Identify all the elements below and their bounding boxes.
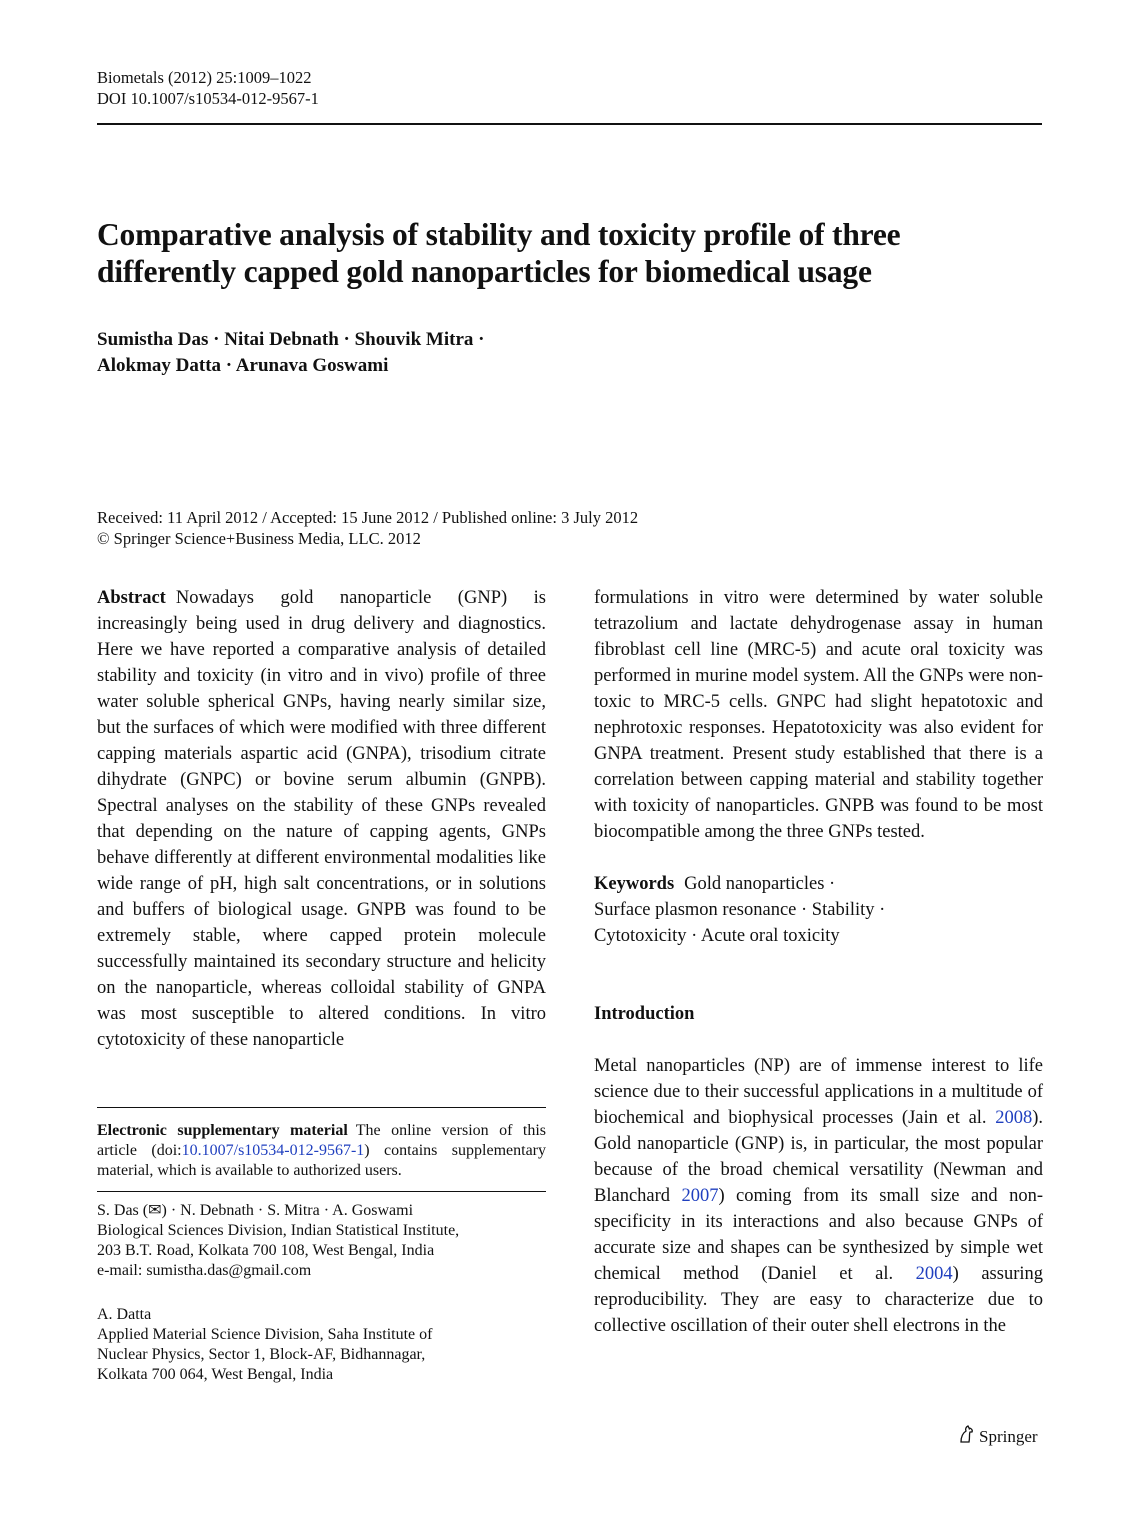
keywords-label: Keywords bbox=[594, 874, 675, 894]
left-column bbox=[97, 585, 546, 1053]
citation-link-daniel[interactable]: 2004 bbox=[915, 1264, 953, 1284]
affil1-names: S. Das (✉) · N. Debnath · S. Mitra · A. Goswami bbox=[97, 1202, 414, 1219]
paper-title: Comparative analysis of stability and toxicity profile of three differently capped gold nanoparticles for biomedical usage bbox=[97, 217, 901, 289]
intro-text-3: ) coming from its small size and non-specificity in its interactions and also because GNPs of accurate size and shapes can be synthesized by simple wet chemical method (Daniel et al. bbox=[594, 1186, 1043, 1284]
keywords-line-1: Gold nanoparticles · bbox=[684, 874, 836, 894]
intro-text-2: ). Gold nanoparticle (GNP) is, in particular, the most popular because of the broad chemical versatility (Newman and Blanchard bbox=[594, 1108, 1043, 1206]
intro-text-4: ) assuring reproducibility. They are easy to characterize due to collective oscillation of their outer shell electrons in the bbox=[594, 1264, 1043, 1336]
affiliation-1 bbox=[97, 1201, 546, 1281]
abstract-label: Abstract bbox=[97, 588, 166, 608]
affil1-address: 203 B.T. Road, Kolkata 700 108, West Bengal, India bbox=[97, 1242, 435, 1259]
supplementary-text-2: ) contains supplementary material, which is available to authorized users. bbox=[97, 1142, 546, 1179]
journal-citation: Biometals (2012) 25:1009–1022 bbox=[97, 68, 312, 87]
keywords-line-2: Surface plasmon resonance · Stability · bbox=[594, 900, 886, 920]
keywords bbox=[594, 871, 1043, 949]
footnote-rule bbox=[97, 1107, 546, 1108]
publisher-name: Springer bbox=[979, 1427, 1038, 1446]
supplementary-note bbox=[97, 1121, 546, 1181]
author-line-1: Sumistha Das · Nitai Debnath · Shouvik Mitra · bbox=[97, 329, 485, 350]
citation-link-jain[interactable]: 2008 bbox=[995, 1108, 1033, 1128]
abstract-text-left: Nowadays gold nanoparticle (GNP) is increasingly being used in drug delivery and diagnostics. Here we have reported a comparative analysis of detailed stability and toxicity (in vitro and in vivo) profile of three water soluble spherical GNPs, having nearly similar size, but the surfaces of which were modified with three different capping materials aspartic acid (GNPA), trisodium citrate dihydrate (GNPC) or bovine serum albumin (GNPB). Spectral analyses on the stability of these GNPs revealed that depending on the nature of capping agents, GNPs behave differently at different environmental modalities like wide range of pH, high salt concentrations, or in solutions and buffers of biological usage. GNPB was found to be extremely stable, where capped protein molecule successfully maintained its secondary structure and helicity on the nanoparticle, whereas colloidal stability of GNPA was most susceptible to altered conditions. In vitro cytotoxicity of these nanoparticle bbox=[97, 588, 546, 1050]
affil2-institute: Nuclear Physics, Sector 1, Block-AF, Bidhannagar, bbox=[97, 1346, 426, 1363]
affil2-division: Applied Material Science Division, Saha Institute of bbox=[97, 1326, 433, 1343]
springer-horse-icon bbox=[957, 1424, 975, 1450]
author-list bbox=[97, 327, 484, 379]
keywords-line-3: Cytotoxicity · Acute oral toxicity bbox=[594, 926, 840, 946]
introduction-heading: Introduction bbox=[594, 1004, 695, 1024]
supplementary-doi-link[interactable]: 10.1007/s10534-012-9567-1 bbox=[181, 1142, 365, 1159]
journal-doi: DOI 10.1007/s10534-012-9567-1 bbox=[97, 89, 319, 108]
intro-text-1: Metal nanoparticles (NP) are of immense interest to life science due to their successful applications in a multitude of biochemical and biophysical processes (Jain et al. bbox=[594, 1056, 1043, 1128]
introduction-paragraph bbox=[594, 1053, 1043, 1339]
copyright-line: © Springer Science+Business Media, LLC. 2012 bbox=[97, 529, 421, 548]
affiliation-rule bbox=[97, 1191, 546, 1192]
dates-line: Received: 11 April 2012 / Accepted: 15 June 2012 / Published online: 3 July 2012 bbox=[97, 508, 639, 527]
affiliation-2 bbox=[97, 1305, 546, 1385]
abstract-continued: formulations in vitro were determined by water soluble tetrazolium and lactate dehydrogenase assay in human fibroblast cell line (MRC-5) and acute oral toxicity was performed in murine model system. All the GNPs were non-toxic to MRC-5 cells. GNPC had slight hepatotoxic and nephrotoxic responses. Hepatotoxicity was also evident for GNPA treatment. Present study established that there is a correlation between capping material and stability together with toxicity of nanoparticles. GNPB was found to be most biocompatible among the three GNPs tested. bbox=[594, 588, 1043, 842]
supplementary-label: Electronic supplementary material bbox=[97, 1122, 348, 1139]
journal-header bbox=[97, 67, 319, 109]
author-line-2: Alokmay Datta · Arunava Goswami bbox=[97, 355, 389, 376]
supplementary-text-1: The online version of this article (doi: bbox=[97, 1122, 546, 1159]
publisher-logo bbox=[957, 1424, 1038, 1450]
abstract-paragraph bbox=[97, 585, 546, 1053]
affil2-address: Kolkata 700 064, West Bengal, India bbox=[97, 1366, 334, 1383]
publication-dates bbox=[97, 507, 638, 549]
header-rule bbox=[97, 123, 1042, 125]
affil1-division: Biological Sciences Division, Indian Statistical Institute, bbox=[97, 1222, 460, 1239]
right-column bbox=[594, 585, 1043, 1339]
affil2-name: A. Datta bbox=[97, 1306, 152, 1323]
affil1-email[interactable]: e-mail: sumistha.das@gmail.com bbox=[97, 1262, 312, 1279]
citation-link-newman[interactable]: 2007 bbox=[681, 1186, 719, 1206]
